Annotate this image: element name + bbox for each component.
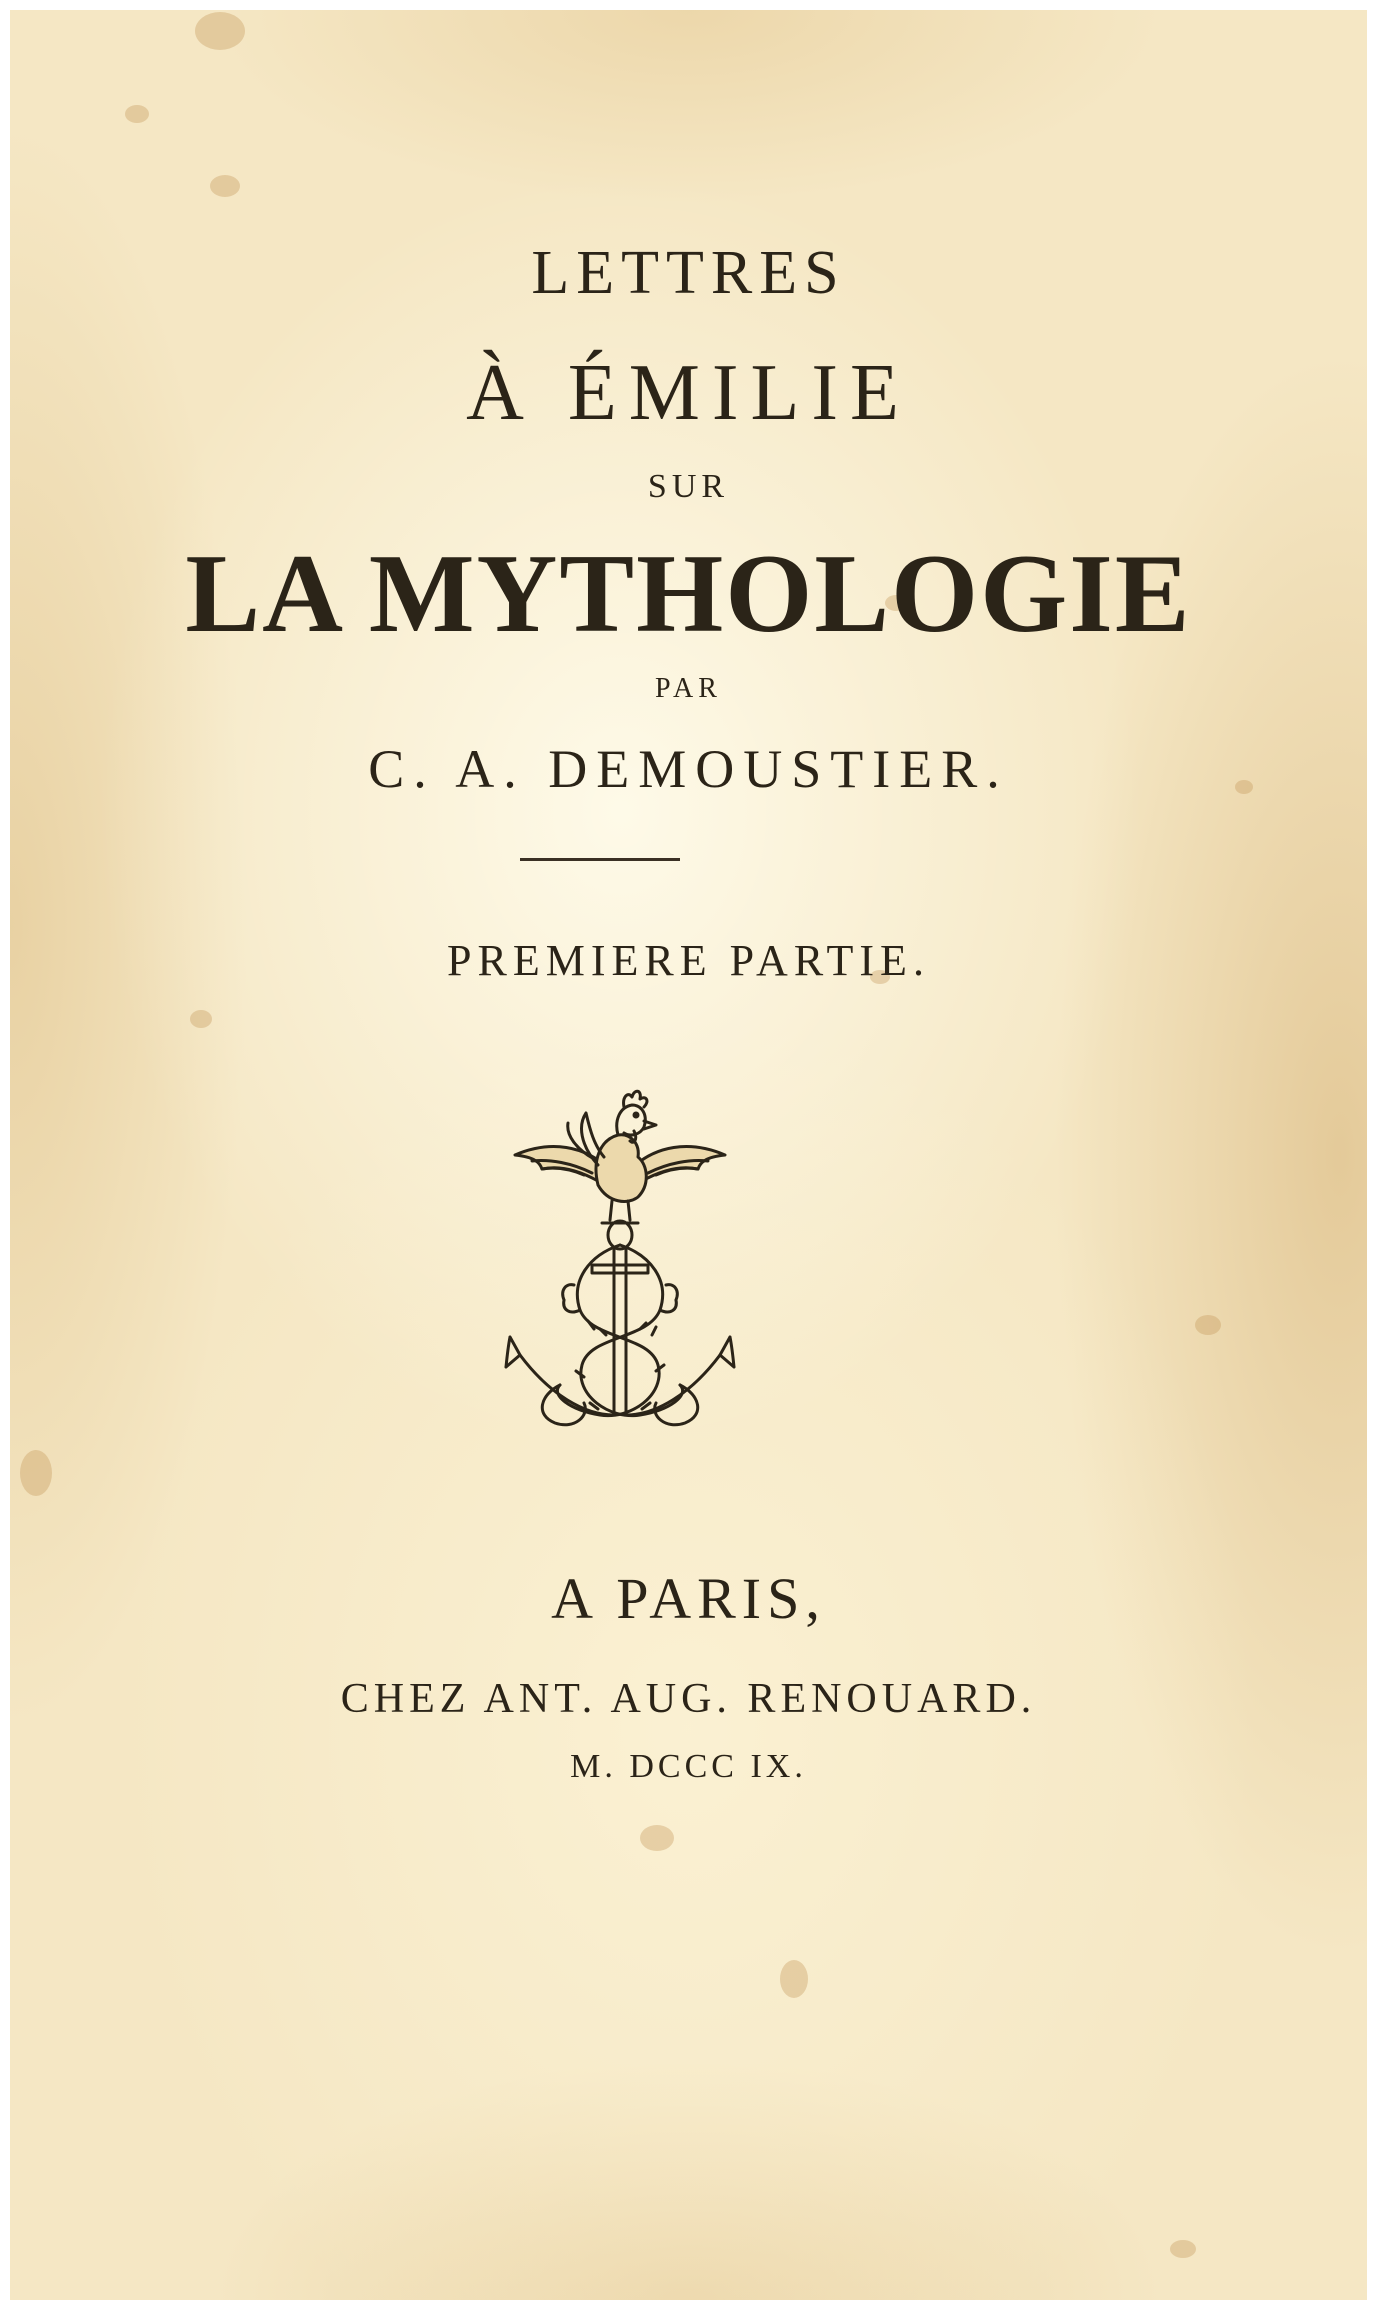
foxing-spot: [1170, 2240, 1196, 2258]
imprint-date: M. DCCC IX.: [570, 1748, 807, 1785]
separator-rule: [520, 858, 680, 861]
foxing-spot: [780, 1960, 808, 1998]
foxing-spot: [125, 105, 149, 123]
author-name: C. A. DEMOUSTIER.: [368, 739, 1009, 799]
byline-par: PAR: [655, 673, 722, 704]
imprint-place: A PARIS,: [551, 1566, 826, 1631]
foxing-spot: [20, 1450, 52, 1496]
foxing-spot: [190, 1010, 212, 1028]
title-line-sur: SUR: [647, 468, 730, 505]
imprint-publisher: CHEZ ANT. AUG. RENOUARD.: [340, 1676, 1037, 1722]
foxing-spot: [640, 1825, 674, 1851]
foxing-spot: [1195, 1315, 1221, 1335]
foxing-spot: [210, 175, 240, 197]
part-label: PREMIERE PARTIE.: [447, 936, 930, 985]
title-page: [10, 10, 1367, 2300]
title-line-a-emilie: À ÉMILIE: [466, 349, 911, 437]
rooster-anchor-serpent-emblem-icon: [480, 1085, 750, 1465]
title-line-lettres: LETTRES: [531, 239, 846, 307]
title-line-la-mythologie: LA MYTHOLOGIE: [185, 532, 1192, 656]
foxing-spot: [195, 12, 245, 50]
